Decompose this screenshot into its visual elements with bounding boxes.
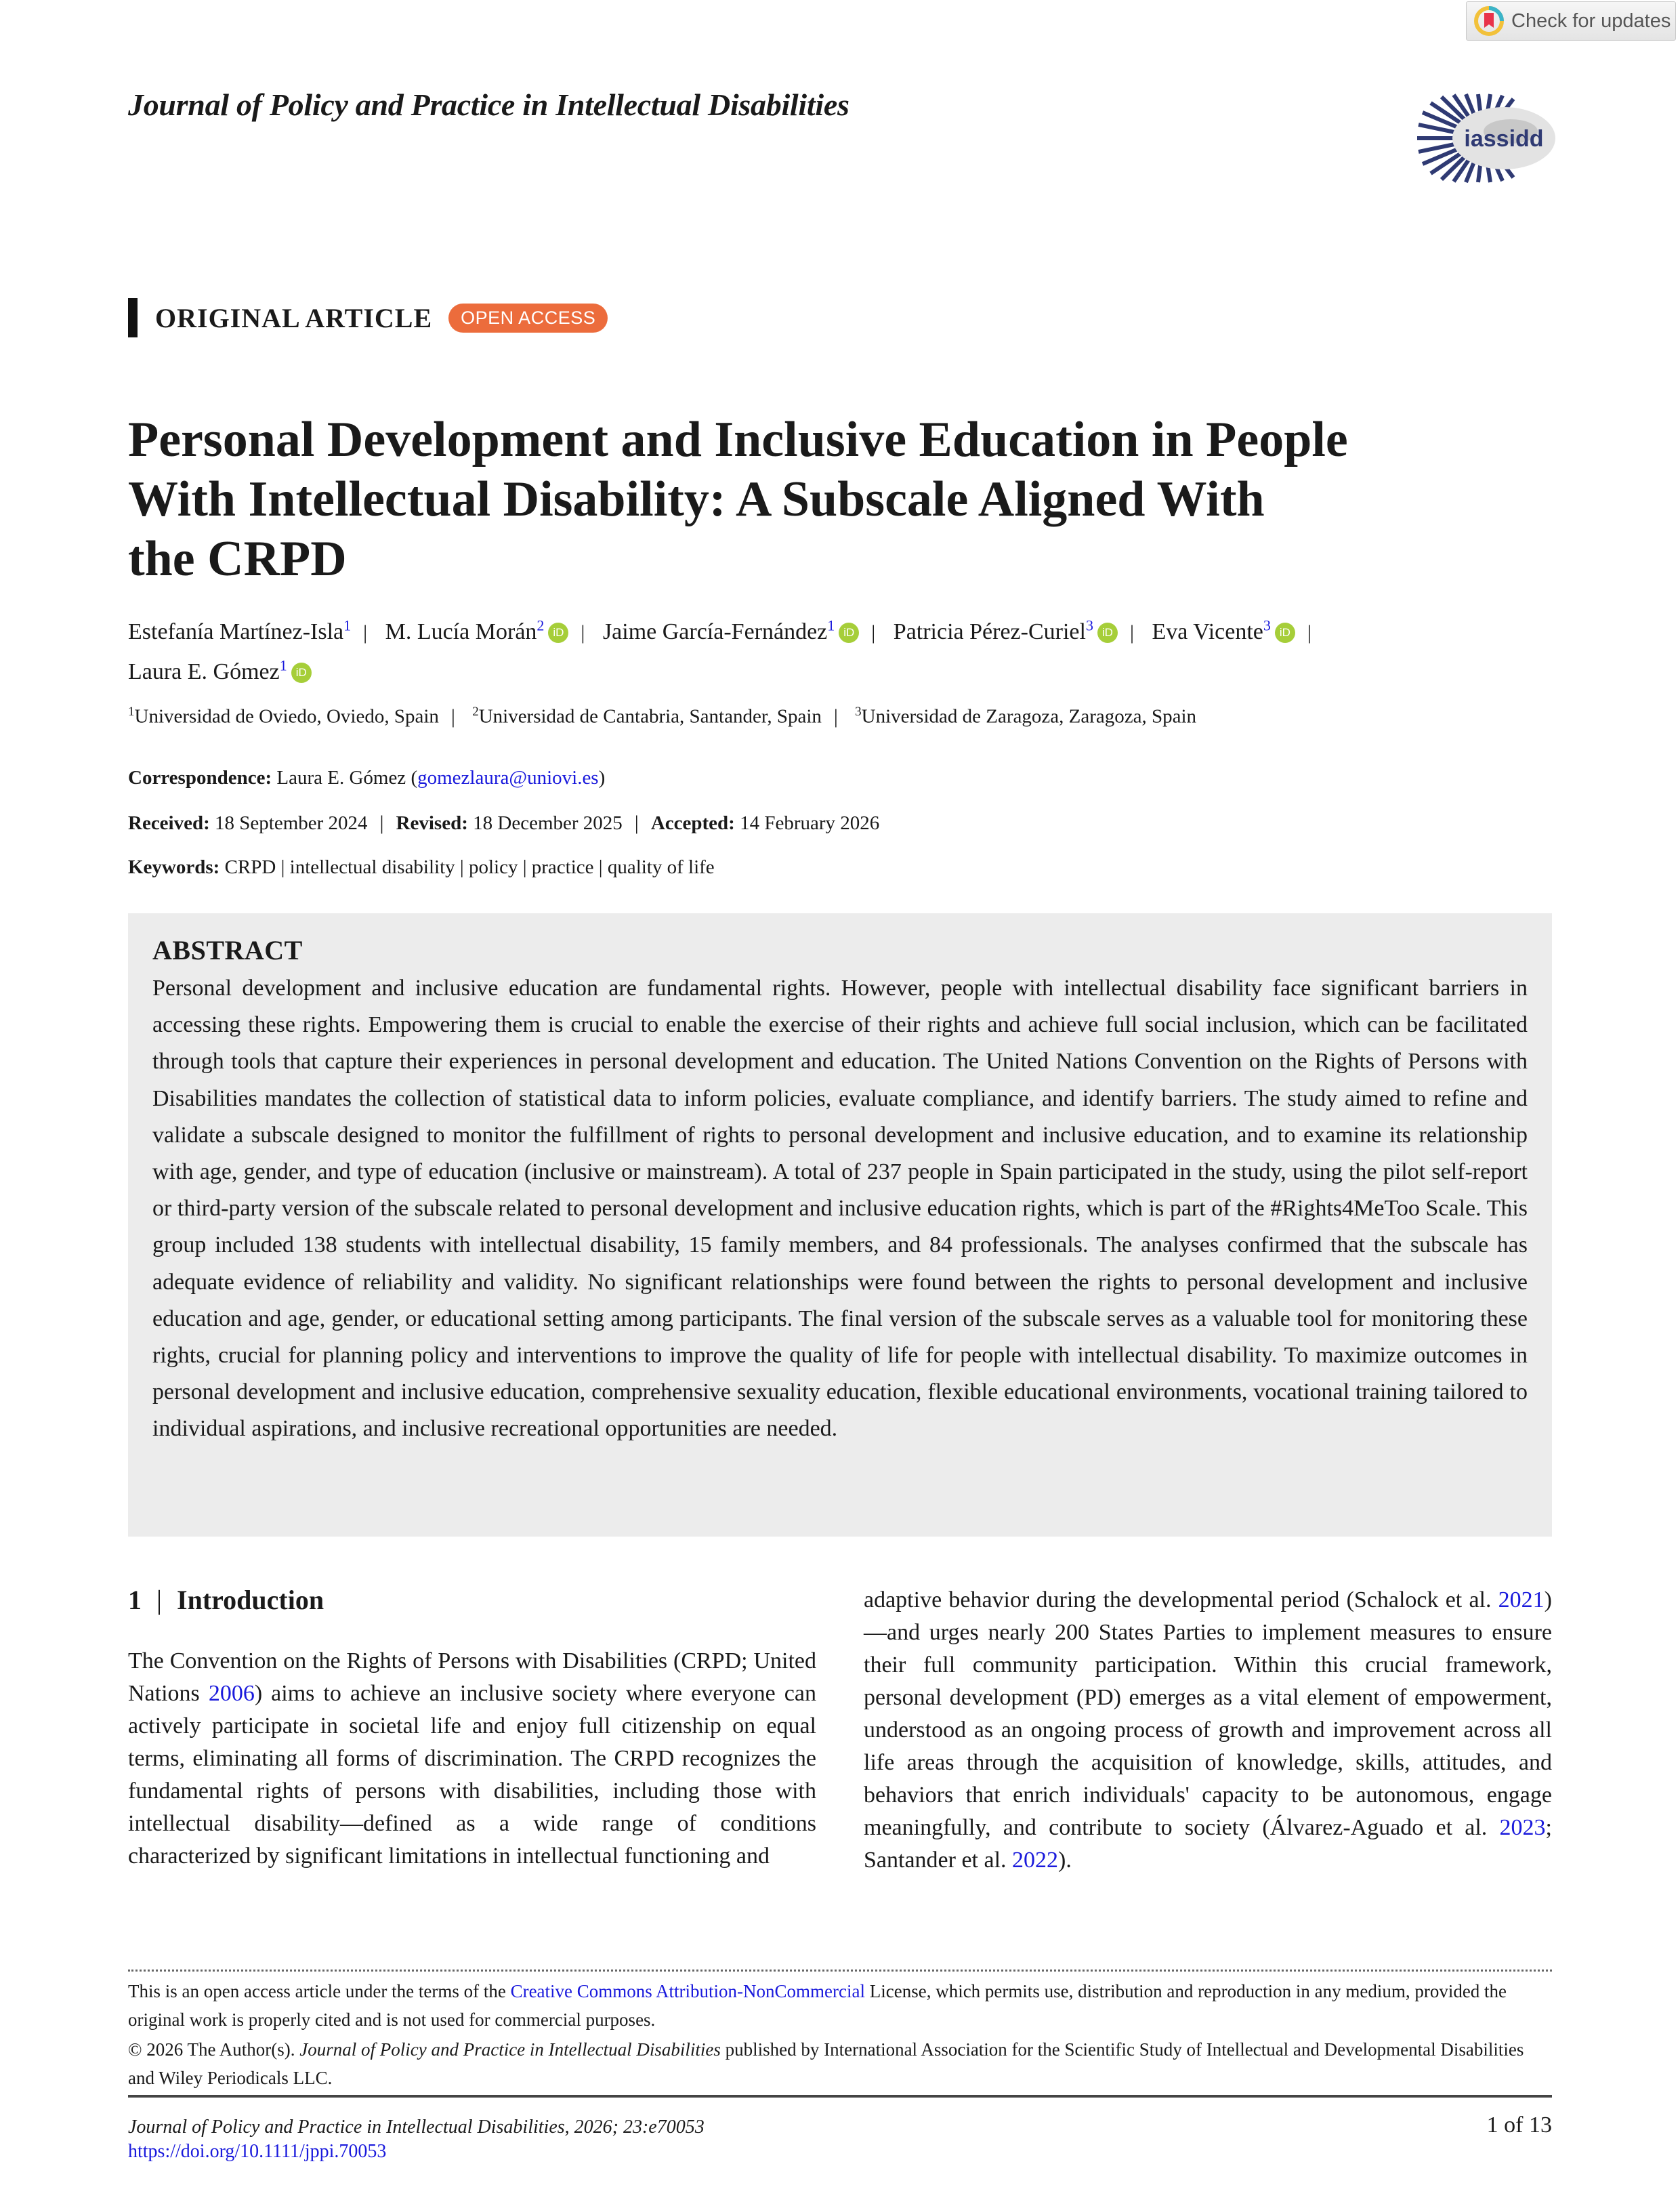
author[interactable]: Estefanía Martínez-Isla$^1$ — [128, 617, 352, 645]
keywords: Keywords: CRPD | intellectual disability | policy | practice | quality of life — [128, 856, 715, 878]
article-dates: Received: 18 September 2024 | Revised: 18 December 2025 | Accepted: 14 February 2026 — [128, 812, 880, 834]
orcid-icon[interactable]: iD — [291, 663, 312, 683]
author-list: Estefanía Martínez-Isla$^1$ | M. Lucía Morán$^2$ iD | Jaime García-Fernández$^1$ iD | Patricia Pérez-Curiel$^3$ iD | Eva Vicente$^3$ iD | Laura E. Gómez$^1$ iD — [128, 617, 1311, 684]
type-bar — [128, 298, 138, 337]
license-link[interactable]: Creative Commons Attribution-NonCommercial — [510, 1981, 865, 2001]
page-number: 1 of 13 — [1486, 2112, 1552, 2138]
citation-link[interactable]: 2022 — [1012, 1848, 1059, 1873]
footer-rule — [128, 2095, 1552, 2098]
citation-link[interactable]: 2021 — [1498, 1587, 1545, 1612]
correspondence: Correspondence: Laura E. Gómez (gomezlaura@uniovi.es) — [128, 767, 606, 789]
citation-link[interactable]: 2006 — [208, 1681, 255, 1706]
abstract-heading: ABSTRACT — [152, 935, 303, 965]
license-text: This is an open access article under the terms of the Creative Commons Attribution-NonCommercial License, which permits use, distribution and reproduction in any medium, provided the original work is properly cited and is not used for commercial purposes. — [128, 1981, 1507, 2030]
svg-text:iassidd: iassidd — [1464, 126, 1544, 152]
author[interactable]: Jaime García-Fernández$^1$ iD — [603, 619, 859, 644]
doi-link[interactable]: https://doi.org/10.1111/jppi.70053 — [128, 2141, 387, 2162]
iassidd-logo — [1409, 93, 1558, 183]
abstract-box — [128, 913, 1552, 1537]
crossmark-icon — [1473, 5, 1505, 37]
journal-title: Journal of Policy and Practice in Intellectual Disabilities — [128, 87, 849, 122]
check-for-updates-button[interactable] — [1466, 1, 1676, 41]
footer-citation: Journal of Policy and Practice in Intellectual Disabilities, 2026; 23:e70053 — [128, 2117, 705, 2138]
author[interactable]: Patricia Pérez-Curiel$^3$ iD — [894, 619, 1118, 644]
orcid-icon[interactable]: iD — [839, 623, 859, 643]
orcid-icon[interactable]: iD — [1275, 623, 1295, 643]
correspondence-email-link[interactable]: gomezlaura@uniovi.es — [417, 767, 599, 789]
article-title: Personal Development and Inclusive Education in People With Intellectual Disability: A Subscale Aligned With the CRPD — [128, 412, 1348, 587]
abstract-text: Personal development and inclusive education are fundamental rights. However, people with intellectual disability face significant barriers in accessing these rights. Empowering them is crucial to enable the exercise of their rights and achieve full social inclusion, which can be facilitated through tools that capture their experiences in personal development and education. The United Nations Convention on the Rights of Persons with Disabilities mandates the collection of statistical data to inform policies, evaluate compliance, and identify barriers. The study aimed to refine and validate a subscale designed to monitor the fulfillment of rights to personal development and inclusive education, and to examine its relationship with age, gender, and type of education (inclusive or mainstream). A total of 237 people in Spain participated in the study, using the pilot self-report or third-party version of the subscale related to personal development and inclusive education rights, which is part of the #Rights4MeToo Scale. This group included 138 students with intellectual disability, 15 family members, and 84 professionals. The analyses confirmed that the subscale has adequate evidence of reliability and validity. No significant relationships were found between the rights to personal development and inclusive education and age, gender, or educational setting among participants. The final version of the subscale serves as a valuable tool for monitoring these rights, crucial for planning policy and interventions to improve the quality of life for people with intellectual disability. To maximize outcomes in personal development and inclusive education, comprehensive sexuality education, flexible educational environments, vocational training tailored to individual aspirations, and inclusive recreational opportunities are needed. — [152, 976, 1528, 1442]
paragraph: The Convention on the Rights of Persons with Disabilities (CRPD; United Nations 2006) aims to achieve an inclusive society where everyone can actively participate in societal life and enjoy full citizenship on equal terms, eliminating all forms of discrimination. The CRPD recognizes the fundamental rights of persons with disabilities, including those with intellectual disability—defined as a wide range of conditions characterized by significant limitations in intellectual functioning and — [128, 1648, 816, 1869]
author[interactable]: Laura E. Gómez$^1$ iD — [128, 659, 312, 684]
check-for-updates-label: Check for updates — [1511, 9, 1671, 32]
body-column-right — [864, 1584, 1552, 1877]
orcid-icon[interactable]: iD — [1097, 623, 1118, 643]
affiliations: $^1$Universidad de Oviedo, Oviedo, Spain | $^2$Universidad de Cantabria, Santander, Spain | $^3$Universidad de Zaragoza, Zaragoza, Spain — [128, 705, 1197, 728]
copyright-text: © 2026 The Author(s). Journal of Policy and Practice in Intellectual Disabilities published by International Association for the Scientific Study of Intellectual and Developmental Disabilities and Wiley Periodicals LLC. — [128, 2039, 1524, 2088]
citation-link[interactable]: 2023 — [1499, 1815, 1546, 1840]
section-heading: 1 | Introduction — [128, 1585, 324, 1615]
author[interactable]: M. Lucía Morán$^2$ iD — [385, 619, 569, 644]
open-access-badge: OPEN ACCESS — [448, 304, 608, 333]
article-type-label: ORIGINAL ARTICLE — [155, 302, 433, 333]
paragraph: adaptive behavior during the developmental period (Schalock et al. 2021)—and urges nearly 200 States Parties to implement measures to ensure their full community participation. Within this crucial framework, personal development (PD) emerges as a vital element of empowerment, understood as an ongoing process of growth and improvement across all life areas through the acquisition of knowledge, skills, attitudes, and behaviors that enrich individuals' capacity to be autonomous, engage meaningfully, and contribute to society (Álvarez-Aguado et al. 2023; Santander et al. 2022). — [864, 1587, 1552, 1873]
body-column-left — [128, 1645, 816, 1873]
dotted-divider — [128, 1970, 1552, 1972]
orcid-icon[interactable]: iD — [548, 623, 568, 643]
author[interactable]: Eva Vicente$^3$ iD — [1152, 619, 1295, 644]
article-type — [128, 298, 608, 337]
